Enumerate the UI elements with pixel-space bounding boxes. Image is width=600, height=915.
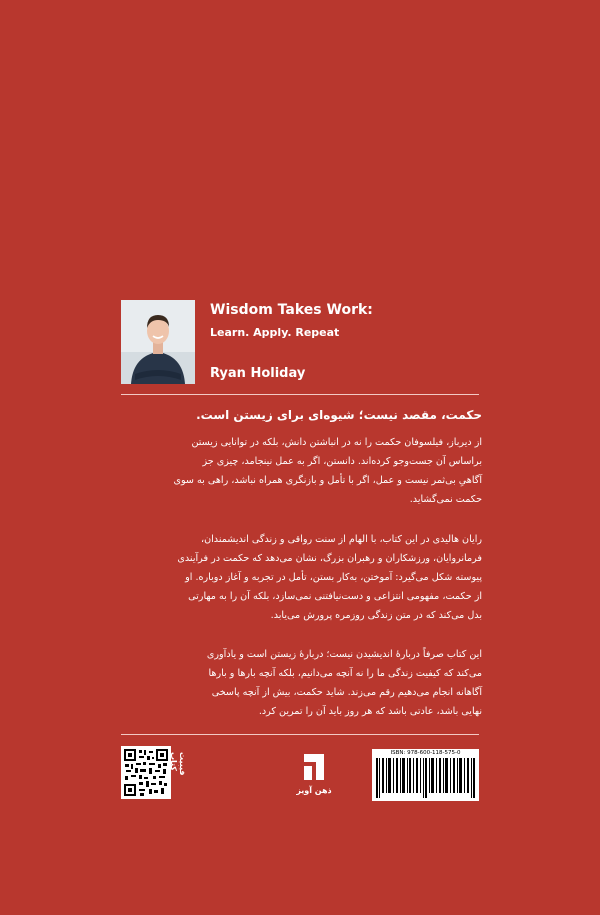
paragraph-line: فرمانروایان، ورزشکاران و رهبران بزرگ، نشان می‌دهد که حکمت در فرآیندی [177, 553, 482, 564]
paragraph-line: براساس آن جست‌وجو کرده‌اند. دانستن، اگر به عمل نینجامد، چیزی جز [202, 456, 482, 467]
barcode-icon [376, 758, 475, 798]
book-subtitle: Learn. Apply. Repeat [210, 326, 340, 339]
paragraph-line: بدل می‌کند که در متن زندگی روزمره پرورش می‌یابد. [270, 610, 482, 621]
paragraph-3 [122, 645, 482, 721]
book-title: Wisdom Takes Work: [210, 302, 373, 318]
tagline: حکمت، مقصد نیست؛ شیوه‌ای برای زیستن است. [196, 408, 482, 422]
paragraph-line: آگاهانه انجام می‌دهیم رقم می‌زند. شاید حکمت، بیش از آنچه پاسخی [211, 687, 482, 698]
paragraph-line: آگاهیِ بی‌ثمر نیست و عمل، اگر با تأمل و بازنگری همراه نباشد، راهی به سوی [173, 475, 482, 486]
paragraph-line: از حکمت، مفهومی انتزاعی و دست‌نیافتنی نمی‌سازد، بلکه آن را به مهارتی [188, 591, 482, 602]
publisher-logo-icon [296, 748, 332, 786]
paragraph-line: پیوسته شکل می‌گیرد: آموختن، به‌کار بستن، تأمل در تجربه و آغاز دوباره. او [185, 572, 482, 583]
paragraph-line: می‌کند که کیفیت زندگی ما را نه آنچه می‌دانیم، بلکه آنچه بارها و بارها [208, 668, 482, 679]
paragraph-line: حکمت نمی‌گشاید. [409, 494, 482, 505]
qr-label: فیبیت کتاب [169, 752, 187, 776]
paragraph-line: از دیرباز، فیلسوفان حکمت را نه در انباشتن دانش، بلکه در توانایی زیستن [191, 437, 482, 448]
author-name: Ryan Holiday [210, 366, 306, 381]
isbn-text: ISBN: 978-600-118-575-0 [390, 750, 461, 756]
divider-bottom [121, 734, 479, 735]
divider-top [121, 394, 479, 395]
qr-code [121, 746, 171, 799]
paragraph-1 [122, 433, 482, 509]
author-photo [121, 300, 195, 384]
paragraph-line: این کتاب صرفاً دربارهٔ اندیشیدن نیست؛ دربارهٔ زیستن است و یادآوری [206, 649, 482, 660]
isbn-barcode-box [372, 749, 479, 801]
publisher-logo [296, 748, 332, 800]
publisher-name: ذهن آویز [296, 786, 332, 795]
paragraph-line: نهایی باشد، عادتی باشد که هر روز باید آن را تمرین کرد. [258, 706, 482, 717]
paragraph-2 [122, 530, 482, 625]
paragraph-line: رایان هالیدی در این کتاب، با الهام از سنت رواقی و زندگی اندیشمندان، [201, 534, 482, 545]
